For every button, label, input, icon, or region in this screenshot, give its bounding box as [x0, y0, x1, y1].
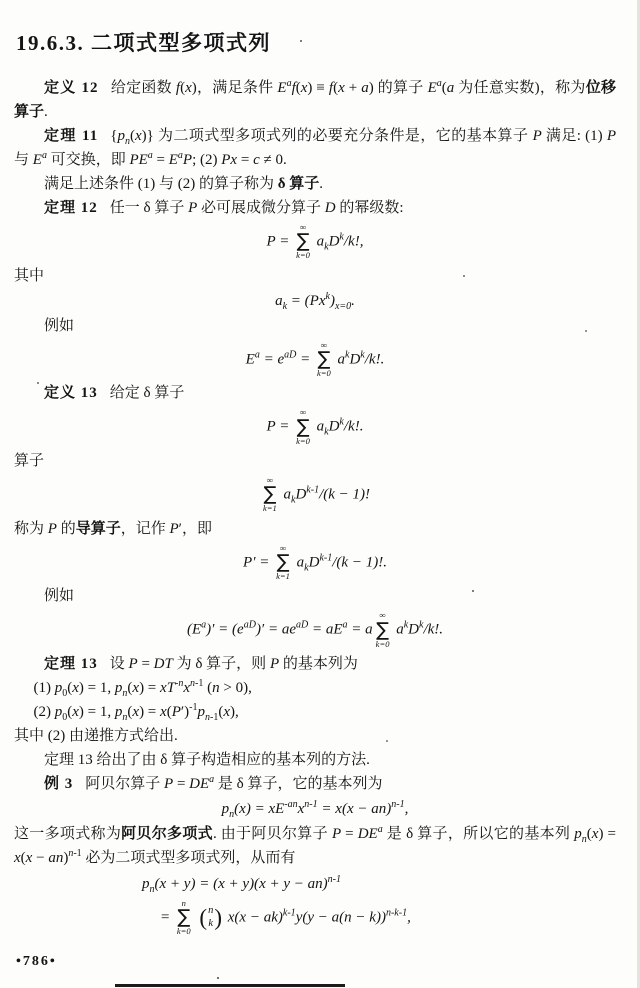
theorem-12-label: 定理 12 — [44, 200, 98, 216]
term-abel-polynomial: 阿贝尔多项式 — [121, 826, 213, 843]
abel-paragraph-pre: 这一多项式称为 — [14, 826, 122, 843]
definition-13-paragraph — [14, 381, 616, 405]
abel-paragraph-post: . 由于阿贝尔算子 $P = DE^a$ 是 δ 算子，所以它的基本列 $p_n(x) = x(x - an)^{n-1}$ 必为二项式型多项式列，从而有 — [14, 824, 616, 867]
theorem-13-remark: 定理 13 给出了由 δ 算子构造相应的基本列的方法. — [44, 752, 370, 769]
pin-operator-pre: 称为 P 的 — [14, 520, 76, 537]
formula-ak-coefficient: $a_k = (Px^k)_{x=0}$. — [275, 290, 355, 312]
theorem-13-item-1: (1) $p_0(x) = 1$, $p_n(x) = xT^{-n}x^{n-1}$ (n > 0), — [33, 678, 252, 700]
theorem-13-label: 定理 13 — [44, 656, 98, 673]
definition-12-paragraph — [14, 76, 616, 124]
theorem-13-item-2: (2) $p_0(x) = 1$, $p_n(x) = x(P')^{-1}p_{n-1}(x)$, — [33, 702, 239, 724]
delta-operator-paragraph — [14, 172, 616, 196]
theorem-13-paragraph — [14, 652, 616, 676]
term-shift-operator: 位移算子 — [14, 80, 616, 120]
formula-p-power-series: P = ∞ ∑ k=0 $a_kD^k/k$!, — [266, 222, 364, 261]
abel-polynomial-paragraph — [14, 822, 616, 870]
page-number: •786• — [16, 954, 57, 969]
suanzi-text: 算子 — [14, 453, 45, 470]
formula-abel-basic-sequence: $p_n(x) = xE^{-an}x^{n-1} = x(x - an)^{n-1}$, — [221, 799, 409, 821]
delta-operator-text: 满足上述条件 (1) 与 (2) 的算子称为 — [44, 176, 278, 192]
formula-ea-prime: $(E^a)' = (e^{aD})' = ae^{aD} = aE^a = a$ ∞ ∑ k=0 $a^kD^k/k$!. — [186, 610, 444, 649]
section-heading: 19.6.3. 二项式型多项式列 — [16, 31, 271, 55]
scan-noise-specks — [300, 40, 302, 42]
formula-p-prime: P′ = ∞ ∑ k=1 $a_kD^{k-1}/(k - 1)$!. — [243, 542, 387, 582]
definition-12-text: 给定函数 f(x)，满足条件 $E^af(x) \equiv f(x + a)$ 的算子 $E^a(a$ 为任意实数)，称为 — [110, 78, 586, 96]
theorem-13-text: 设 P = DT 为 δ 算子，则 P 的基本列为 — [109, 656, 358, 673]
definition-12-tail: . — [44, 104, 48, 120]
scan-edge-artifact — [115, 984, 345, 987]
formula-binomial-identity-line2: = n ∑ k=0 ( n k ) $x(x - ak)^{k-1}y(y - a(n - k))^{n-k-1}$, — [160, 898, 411, 937]
definition-12-label: 定义 12 — [44, 80, 99, 96]
example-intro-1: 例如 — [44, 317, 75, 334]
formula-p-series-def13: P = ∞ ∑ k=0 $a_kD^k/k$!. — [266, 407, 364, 446]
theorem-12-text: 任一 δ 算子 P 必可展成微分算子 D 的幂级数: — [109, 200, 404, 216]
theorem-11-label: 定理 11 — [44, 128, 99, 144]
term-derivative-operator: 导算子 — [75, 520, 121, 537]
definition-13-text: 给定 δ 算子 — [109, 385, 185, 402]
formula-binomial-identity-line1: $p_n(x + y) = (x + y)(x + y - an)^{n-1}$ — [142, 874, 341, 896]
example-3-text: 阿贝尔算子 $P = DE^a$ 是 δ 算子，它的基本列为 — [85, 774, 383, 793]
example-3-label: 例 3 — [44, 776, 74, 793]
formula-shift-operator-expansion: $E^a = e^{aD}$ = ∞ ∑ k=0 $a^kD^k/k$!. — [245, 339, 385, 379]
delta-operator-tail: . — [319, 176, 324, 192]
term-delta-operator: δ 算子 — [277, 176, 320, 192]
example-intro-2: 例如 — [44, 588, 75, 605]
pin-operator-paragraph — [14, 517, 616, 541]
theorem-12-paragraph — [14, 196, 616, 220]
theorem-11-text: $\{p_n(x)\}$ 为二项式型多项式列的必要充分条件是，它的基本算子 P 满足: (1) P 与 $E^a$ 可交换，即 $PE^a = E^aP$; (2) Px = c ≠ 0. — [14, 128, 616, 168]
definition-13-label: 定义 13 — [44, 385, 98, 402]
theorem-11-paragraph — [14, 124, 616, 172]
pin-operator-post: ，记作 P′，即 — [120, 520, 212, 537]
theorem-13-note: 其中 (2) 由递推方式给出. — [14, 728, 178, 745]
example-3-paragraph — [14, 772, 616, 796]
formula-derivative-operator: ∞ ∑ k=1 $a_kD^{k-1}/(k - 1)$! — [262, 475, 371, 514]
qizhong-text: 其中 — [14, 267, 45, 284]
